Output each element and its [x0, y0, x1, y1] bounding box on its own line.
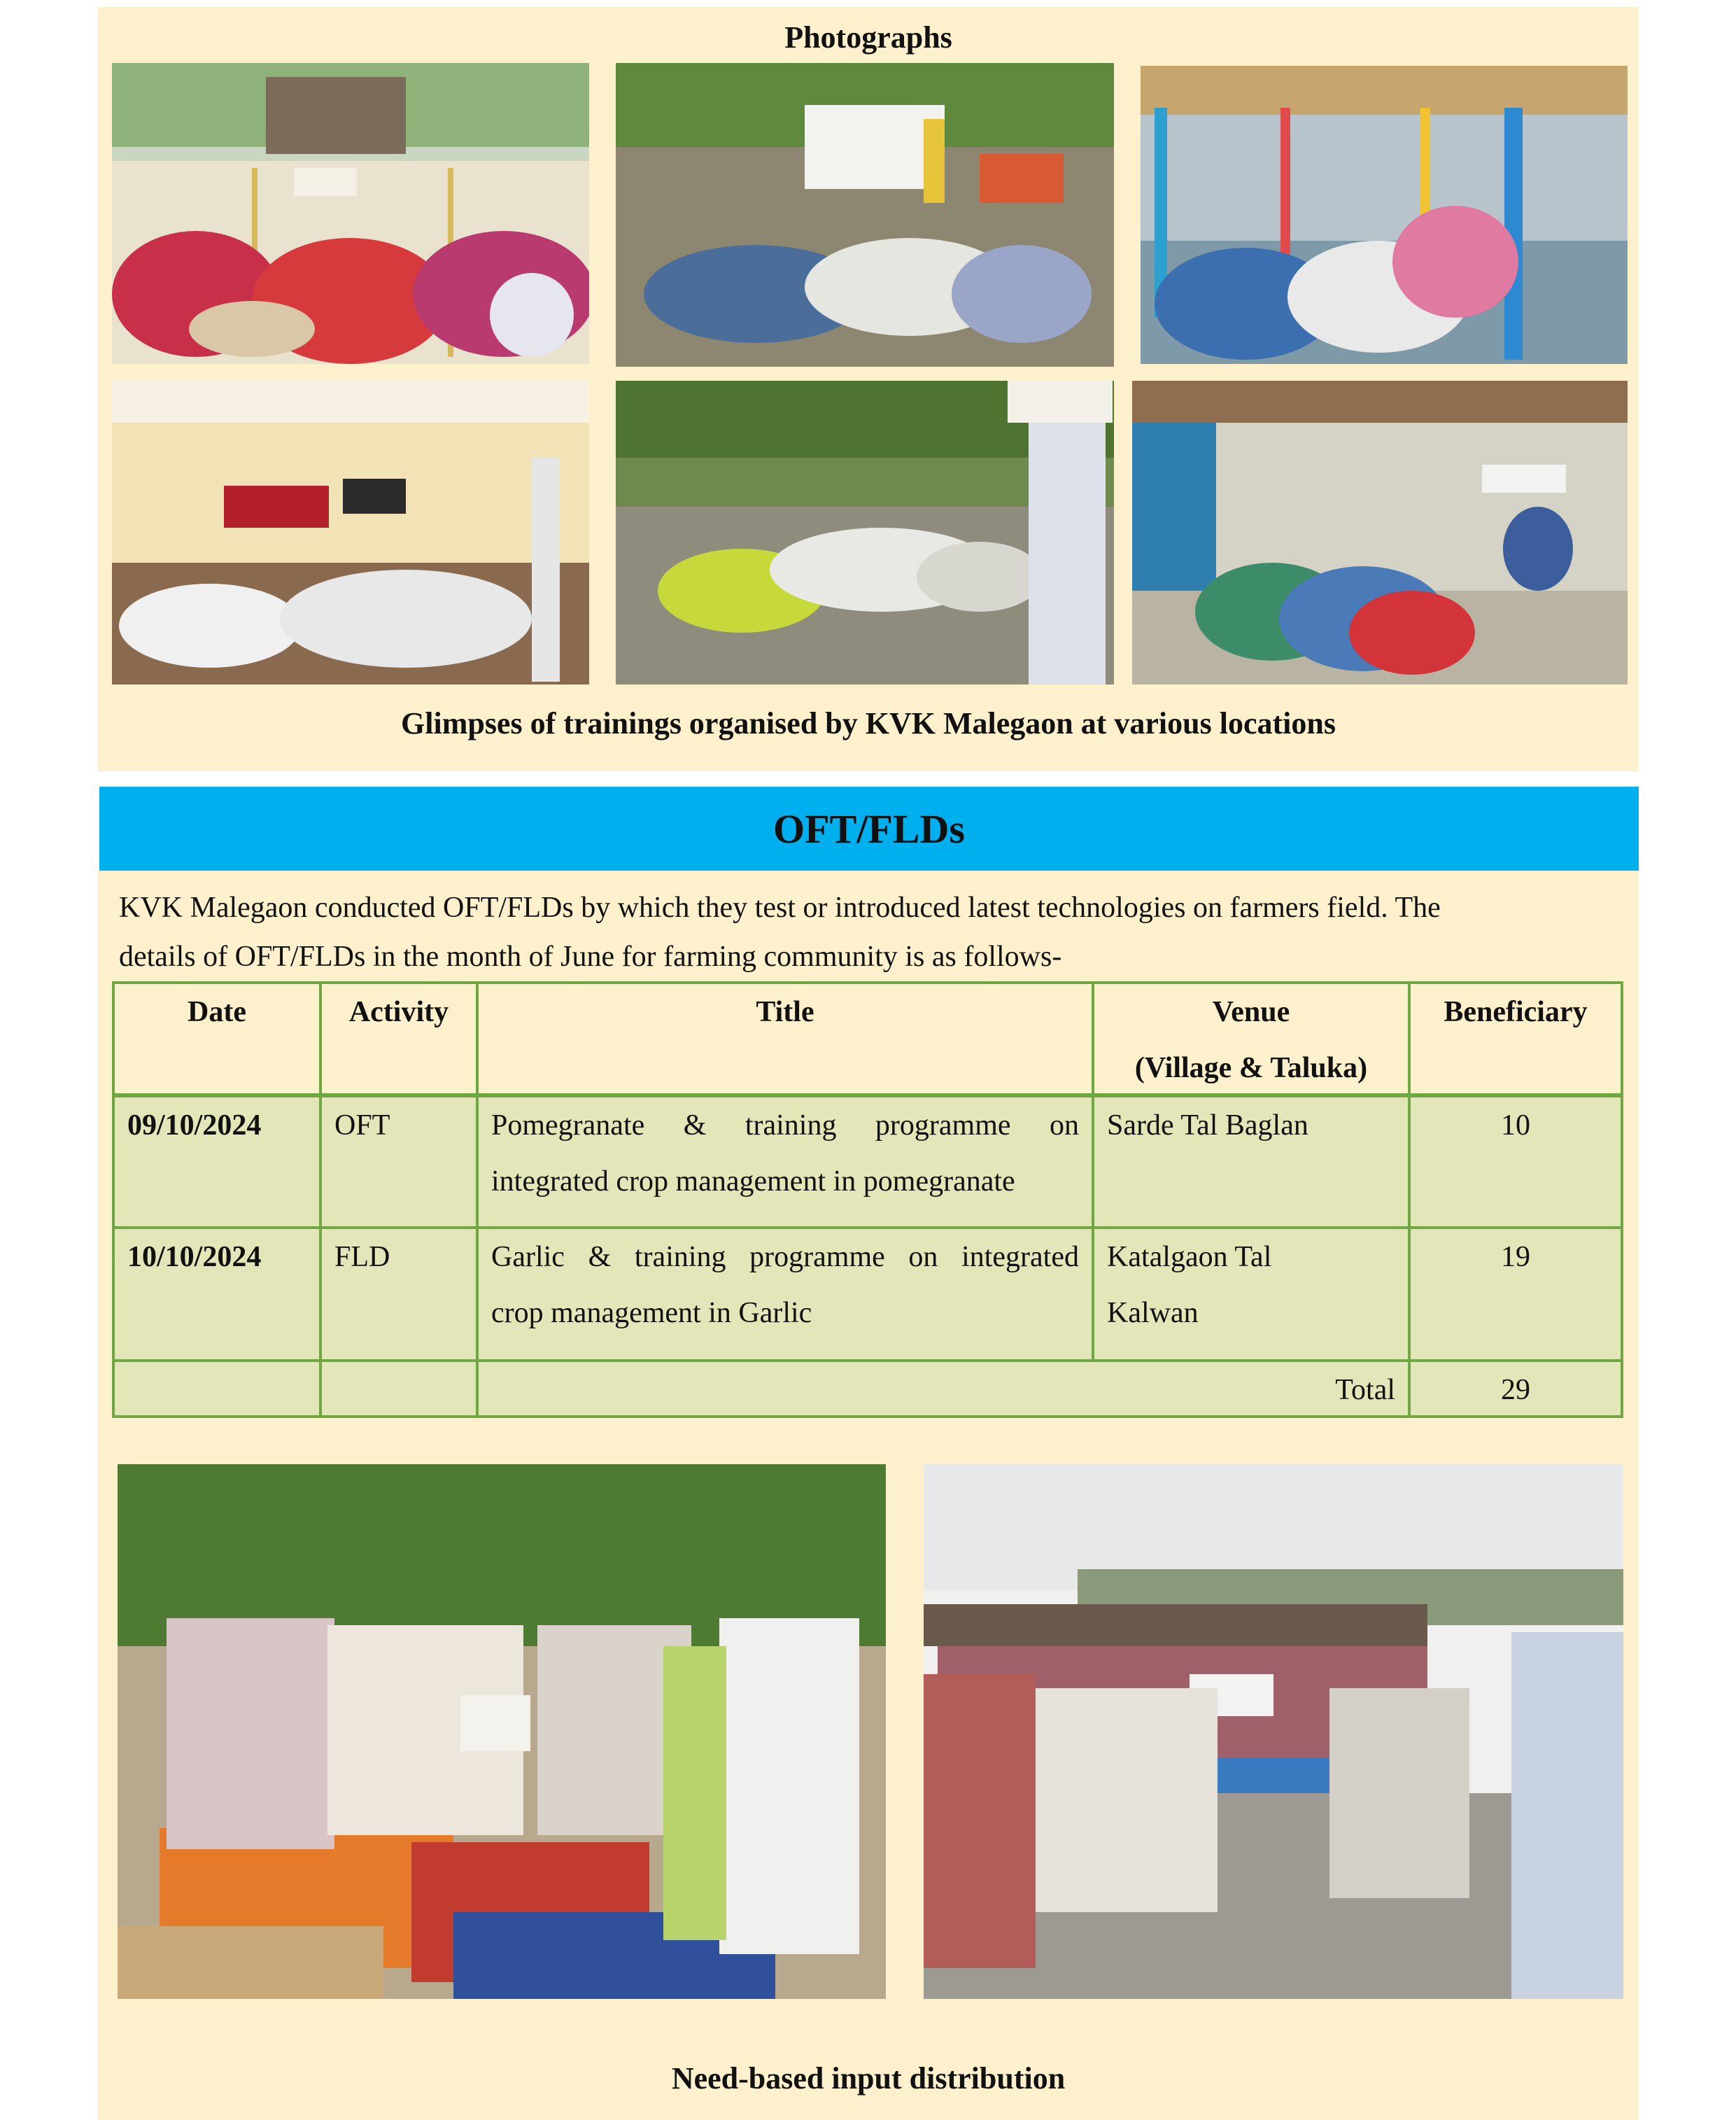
oft-fld-intro: [119, 883, 1623, 981]
table-row-2-title-line2: crop management in Garlic: [491, 1297, 812, 1329]
training-photo-jeep-tree: [616, 63, 1114, 367]
intro-line-1: KVK Malegaon conducted OFT/FLDs by which they test or introduced latest technologies on farmers field. The: [119, 892, 1441, 924]
table-row-2-date: 10/10/2024: [112, 1226, 322, 1362]
total-value: 29: [1408, 1359, 1623, 1418]
distribution-photo-village-house: [924, 1464, 1623, 1999]
header-date: Date: [112, 981, 322, 1096]
photographs-panel: [98, 7, 1639, 771]
table-row-2-title-line1: Garlic & training programme on integrated: [491, 1241, 1079, 1273]
oft-fld-table: [112, 981, 1623, 1418]
table-row-2-activity: FLD: [319, 1226, 479, 1362]
table-row-1-date: 09/10/2024: [112, 1093, 322, 1229]
oft-fld-banner: OFT/FLDs: [99, 787, 1639, 871]
header-activity: Activity: [319, 981, 479, 1096]
header-venue: [1092, 981, 1411, 1096]
table-row-2-beneficiary: 19: [1408, 1226, 1623, 1362]
training-photo-shed-women: [1132, 381, 1628, 685]
intro-line-2: details of OFT/FLDs in the month of June for farming community is as follows-: [119, 941, 1062, 973]
header-venue-line1: Venue: [1212, 996, 1290, 1028]
training-photo-classroom: [112, 381, 589, 685]
table-row-2-title: [476, 1226, 1094, 1362]
table-row-1-venue-line1: Sarde Tal Baglan: [1107, 1109, 1308, 1142]
table-row-2-venue-line2: Kalwan: [1107, 1297, 1199, 1329]
table-row-2-venue-line1: Katalgaon Tal: [1107, 1241, 1272, 1273]
photographs-heading: Photographs: [784, 20, 952, 55]
table-row-1-beneficiary: 10: [1408, 1093, 1623, 1229]
input-distribution-caption: Need-based input distribution: [671, 2061, 1066, 2096]
table-row-1-title-line2: integrated crop management in pomegranate: [491, 1165, 1015, 1198]
table-row-1-activity: OFT: [319, 1093, 479, 1229]
total-label: Total: [476, 1359, 1411, 1418]
table-row-1-title: [476, 1093, 1094, 1229]
table-row-1-venue: [1092, 1093, 1411, 1229]
training-photo-pillared-shed: [1141, 66, 1628, 364]
distribution-photo-group-mats: [118, 1464, 886, 1999]
training-photo-field-sitting: [616, 381, 1114, 685]
table-row-2-venue: [1092, 1226, 1411, 1362]
header-beneficiary: Beneficiary: [1408, 981, 1623, 1096]
table-row-1-title-line1: Pomegranate & training programme on: [491, 1109, 1079, 1142]
trainings-caption: Glimpses of trainings organised by KVK Malegaon at various locations: [401, 706, 1336, 740]
header-title: Title: [476, 981, 1094, 1096]
training-photo-women-hall: [112, 63, 589, 364]
header-venue-line2: (Village & Taluka): [1134, 1052, 1368, 1084]
total-row-empty-1: [112, 1359, 322, 1418]
total-row-empty-2: [319, 1359, 479, 1418]
